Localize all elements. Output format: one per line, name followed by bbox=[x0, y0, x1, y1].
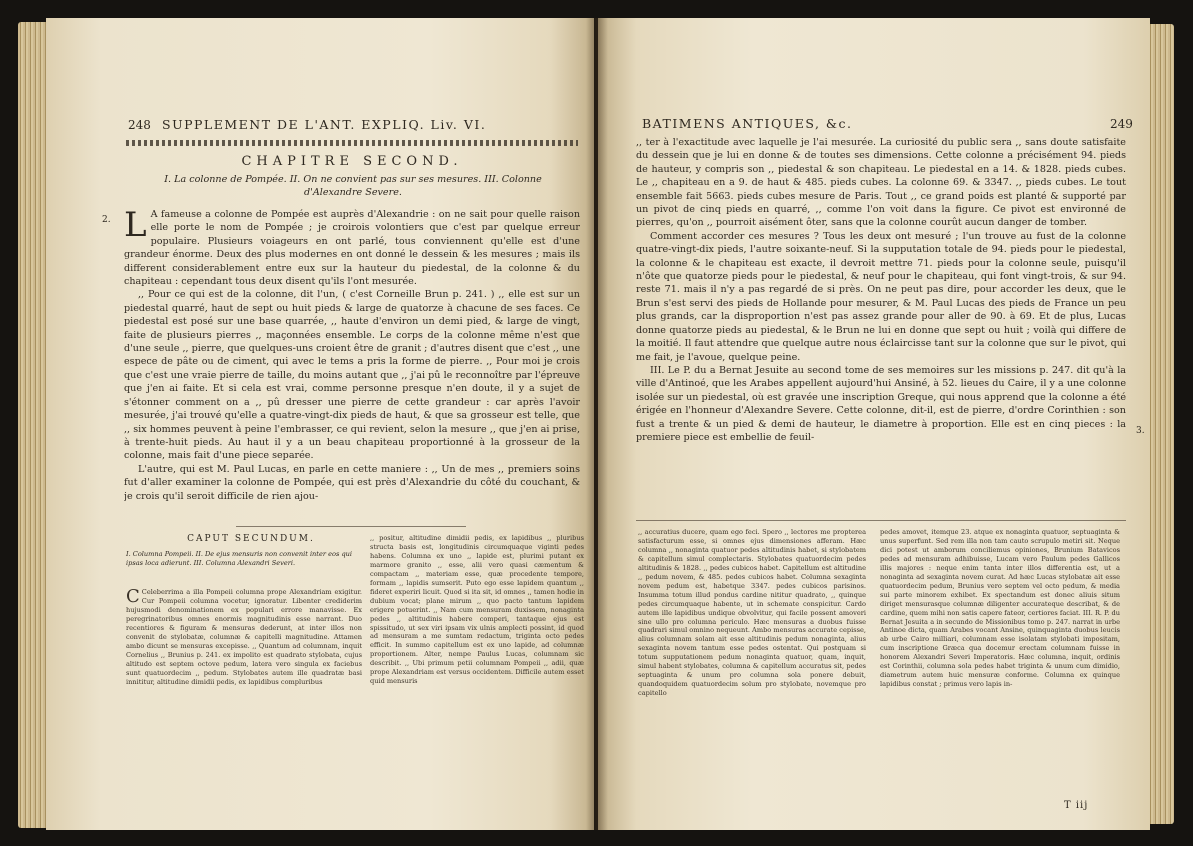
section-rule-right bbox=[636, 520, 1126, 521]
latin-column-2-right bbox=[880, 528, 1120, 794]
french-text-block-right bbox=[636, 136, 1126, 512]
left-page bbox=[46, 18, 594, 830]
french-paragraph: ,, Pour ce qui est de la colonne, dit l'un, ( c'est Corneille Brun p. 241. ) ,, elle est sur un piedestal quarré, haut de sept ou huit pieds & large de quatorze à chacune de ses faces. Ce piedestal est posé sur une base quarrée, ,, haute d'environ un demi pied, & large de vingt, faite de plusieurs pierres ,, maçonnées ensemble. Le corps de la colonne même n'est que d'une seule ,, pierre, que quelques-uns croient être de granit ; d'autres disent que c'est ,, une espece de pâte ou de ciment, qui avec le tems a pris la forme de pierre. ,, Pour moi je crois que c'est une vraie pierre de taille, du moins autant que ,, j'ai pû le reconnoître par l'épreuve que j'en ai faite. Et si cela est vrai, comme personne presque n'en doute, il y a sujet de s'étonner comment on a ,, pû dresser une pierre de cette grandeur : car après l'avoir mesurée, j'ai trouvé qu'elle a quatre-vingt-dix pieds de haut, & que sa grosseur est telle, que ,, six hommes peuvent à peine l'embrasser, ce qui revient, selon la mesure ,, que j'en ai prise, à trente-huit pieds. Au haut il y a un beau chapiteau proportionné à la grosseur de la colonne, mais fait d'une piece separée. bbox=[124, 289, 580, 462]
right-page-number: 249 bbox=[1110, 117, 1133, 131]
french-paragraph: Comment accorder ces mesures ? Tous les deux ont mesuré ; l'un trouve au fust de la colonne quatre-vingt-dix pieds, l'autre soixante-neuf. Si la supputation totale de 94. pieds pour le piedestal, la colonne & le chapiteau est exacte, il devroit mettre 71. pieds pour la colonne seule, puisqu'il n'ôte que quatorze pieds pour le piedestal, & neuf pour le chapiteau, qui font vingt-trois, & sur 94. reste 71. mais il n'y a pas regardé de si près. On ne peut pas dire, pour accorder les deux, que le Brun s'est servi des pieds de Hollande pour mesurer, & M. Paul Lucas des pieds de France un peu plus grands, car la disproportion n'est pas assez grande pour aller de 90. à 69. Et de plus, Lucas donne quatorze pieds au piedestal, & le Brun ne lui en donne que sept ou huit ; voilà qui differe de la moitié. Il faut attendre que quelque autre nous éclaircisse tant sur la colonne que sur le pivot, qui me fait, je l'avoue, quelque peine. bbox=[636, 230, 1126, 363]
right-page bbox=[598, 18, 1150, 830]
latin-column-1 bbox=[126, 588, 362, 813]
header-ornament bbox=[126, 140, 578, 146]
latin-column-text: ,, positur, altitudine dimidii pedis, ex lapidibus ,, pluribus structa basis est, longitudinis circumquaque viginti pedes habens. Columna ex uno ,, lapide est, plurimi putant ex marmore granito ,, esse, alii vero quasi cæmentum & compactam ,, materiam esse, quæ procedente tempore, formam ,, lapidis sumserit. Puto ego esse lapidem quantum ,, fideret experiri licuit. Quod si ita sit, id omnes ,, tamen hodie in dubium vocat; plane mirum ,, quo pacto tantum lapidem erigere potuerint. ,, Nam cum mensuram duxissem, nonaginta pedes ,, altitudinis habere comperi, tantaque ejus est spissitudo, ut sex viri ipsam vix ulnis amplecti possint, id quod ad mensuram a me sumtam redactum, triginta octo pedes efficit. In summo capitellum est ex uno lapide, ad columnæ proportionem. Alter, nempe Paulus Lucas, columnam sic describit. ,, Ubi primum petii columnam Pompeii ,, adii, quæ prope Alexandriam est versus occidentem. Difficile autem esset quid mensuris bbox=[370, 534, 584, 686]
page-edges-left bbox=[18, 22, 48, 828]
section-rule bbox=[236, 526, 466, 527]
latin-summary: I. Columna Pompeii. II. De ejus mensuris non convenit inter eos qui ipsas loca adierunt. III. Columna Alexandri Severi. bbox=[126, 550, 353, 567]
right-running-head: BATIMENS ANTIQUES, &c. bbox=[642, 116, 853, 131]
left-page-number: 248 bbox=[128, 118, 151, 132]
french-text-block bbox=[124, 208, 580, 518]
french-paragraph: III. Le P. du a Bernat Jesuite au second tome de ses memoires sur les missions p. 247. dit qu'à la ville d'Antinoé, que les Arabes appellent aujourd'hui Ansiné, à 52. lieues du Caire, il y a une colonne isolée sur un piedestal, où est gravée une inscription Greque, qui nous apprend que la colonne a été érigée en l'honneur d'Alexandre Severe. Cette colonne, dit-il, est de pierre, d'ordre Corinthien : son fust a trente & un pied & demi de hauteur, le diametre à proportion. Elle est en cinq pieces : la premiere piece est embellie de feuil- bbox=[636, 364, 1126, 443]
latin-column-text: C Celeberrima a illa Pompeii columna prope Alexandriam exigitur. Cur Pompeii columna vocetur, ignoratur. Libenter crediderim hujusmodi denominationem ex populari errore manavisse. Ex peregrinatoribus omnes enormis magnitudinis esse narrant. Duo recentiores & figuram & mensuras dederunt, at inter illos non convenit de stylobatæ, columnæ & capitelli magnitudine. Attamen ambo dicunt se mensuras excepisse. ,, Quantum ad columnam, inquit Cornelius ,, Brunius p. 241. ex impolito est quadrato stylobata, cujus altitudo est septem octove pedum, latera vero singula ex faciebus sunt quatuordecim ,, pedum. Stylobates autem ille quadratæ basi innititur, altitudine dimidii pedis, ex lapidibus compluribus bbox=[126, 588, 362, 686]
french-paragraph: L A fameuse a colonne de Pompée est auprès d'Alexandrie : on ne sait pour quelle raison elle porte le nom de Pompée ; je croirois volontiers que c'est par quelque erreur populaire. Plusieurs voiageurs en ont parlé, tous conviennent qu'elle est d'une grandeur énorme. Deux des plus modernes en ont donné le dessein & les mesures ; mais ils different considerablement entre eux sur la hauteur du piedestal, de la colonne & du chapiteau : cependant tous deux disent qu'ils l'ont mesurée. bbox=[124, 208, 580, 288]
page-edges-right bbox=[1148, 24, 1174, 824]
latin-column-text: ,, accuratius ducere, quam ego feci. Spero ,, lectores me propterea satisfacturum esse, si omnes ejus dimensiones afferam. Hæc columna ,, nonaginta quatuor pedes altitudinis habet, si stylobatem & capitellum simul complectaris. Stylobates quatuordecim pedes altitudinis & 1828. ,, pedes cubicos habet. Capitellum est altitudine ,, pedum novem, & 485. pedes cubicos habet. Columna sexaginta novem pedum est, habetque 3347. pedes cubicos parisinos. Insumma totum illud pondus cardine nititur quadrato, ,, quinque pedes circumquaque habente, ut in schemate conspicitur. Cardo autem ille lapidibus undique obvolvitur, qui facile possent amoveri sine ullo pro columna periculo. Hæc mensuras a duobus fuisse quadrari simul omnino nequeunt. Ambo mensuras accurate cepisse, alius columnam solam ait esse altitudinis pedum nonaginta, alius sexaginta novem tantum esse pedes ostentat. Qui postquam si totum supputationem pedum nonaginta quatuor, quam, inquit, simul habent stylobates, columna & capitellum accuratus sit, pedes septuaginta & unum pro columna sola ponere debuit, quandoquidem quatuordecim solum pro stylobate, novemque pro capitello bbox=[638, 528, 866, 698]
chapter-summary: I. La colonne de Pompée. II. On ne convient pas sur ses mesures. III. Colonne d'Alexandre Severe. bbox=[164, 174, 542, 198]
signature-mark: T iij bbox=[1064, 800, 1089, 811]
latin-column-2 bbox=[370, 534, 584, 813]
latin-chapter-heading: CAPUT SECUNDUM. bbox=[187, 534, 315, 544]
latin-column-1-right bbox=[638, 528, 866, 813]
french-paragraph: L'autre, qui est M. Paul Lucas, en parle en cette maniere : ,, Un de mes ,, premiers soins fut d'aller examiner la colonne de Pompée, qui est près d'Alexandrie du côté du couchant, & je crois qu'il seroit difficile de rien ajou- bbox=[124, 463, 580, 502]
right-margin-number: 3. bbox=[1136, 426, 1145, 436]
drop-cap-L: L bbox=[124, 208, 147, 245]
drop-cap-C: C bbox=[126, 588, 140, 607]
chapter-title: CHAPITRE SECOND. bbox=[241, 154, 463, 169]
latin-column-text: pedes amovet, itemque 23. atque ex nonaginta quatuor, septuaginta & unus superfunt. Sed rem illa non tam cauto scrupulo metiri sit. Neque dici potest ut amborum conciliemus opiniones, Brunium Batavicos pedes ad mensuram adhibuisse, Lucam vero Paulum pedes Gallicos illis majores : neque enim tanta inter illos differentia est, ut a nonaginta ad sexaginta novem curat. Ad hæc Lucas stylobatæ ait esse quatuordecim pedum, Brunius vero septem vel octo pedum, & media sui parte minorem exhibet. Ex spectandum est donec aliuis situm diriget mensurasque columnæ diligenter accurateque describat, & de cardine, quem mihi non satis capere fateor, certiores faciat. III. R. P. du Bernat Jesuita a in secundo de Missionibus tomo p. 247. narrat in urbe Antinoe dicta, quam Arabes vocant Ansine, quinquaginta duobus leucis ab urbe Cairo milliari, columnam esse isolatam stylobati impositam, cum inscriptione Græca qua docemur erectam columnam fuisse in honorem Alexandri Severi Imperatoris. Hæc columna, inquit, ordinis est Corinthii, columna sola pedes habet triginta & unum cum dimidio, diametrum autem huic mensuræ conforme. Columna ex quinque lapidibus constat ; primus vero lapis in- bbox=[880, 528, 1120, 689]
left-margin-number: 2. bbox=[102, 215, 111, 225]
book-gutter bbox=[586, 18, 608, 830]
french-paragraph: ,, ter à l'exactitude avec laquelle je l'ai mesurée. La curiosité du public sera ,, sans doute satisfaite du dessein que je lui en donne & de toutes ses dimensions. Cette colonne a précisément 94. pieds de hauteur, y compris son ,, piedestal & son chapiteau. Le piedestal en a 14. & 1828. pieds cubes. Le ,, chapiteau en a 9. de haut & 485. pieds cubes. La colonne 69. & 3347. ,, pieds cubes. Le tout ensemble fait 5663. pieds cubes mesure de Paris. Tout ,, ce grand poids est planté & supporté par un pivot de cinq pieds en quarré, ,, comme l'on voit dans la figure. Ce pivot est environné de pierres, qu'on ,, pourroit aisément ôter, sans que la colonne courût aucun danger de tomber. bbox=[636, 137, 1126, 229]
left-running-head: SUPPLEMENT DE L'ANT. EXPLIQ. Liv. VI. bbox=[162, 117, 487, 132]
